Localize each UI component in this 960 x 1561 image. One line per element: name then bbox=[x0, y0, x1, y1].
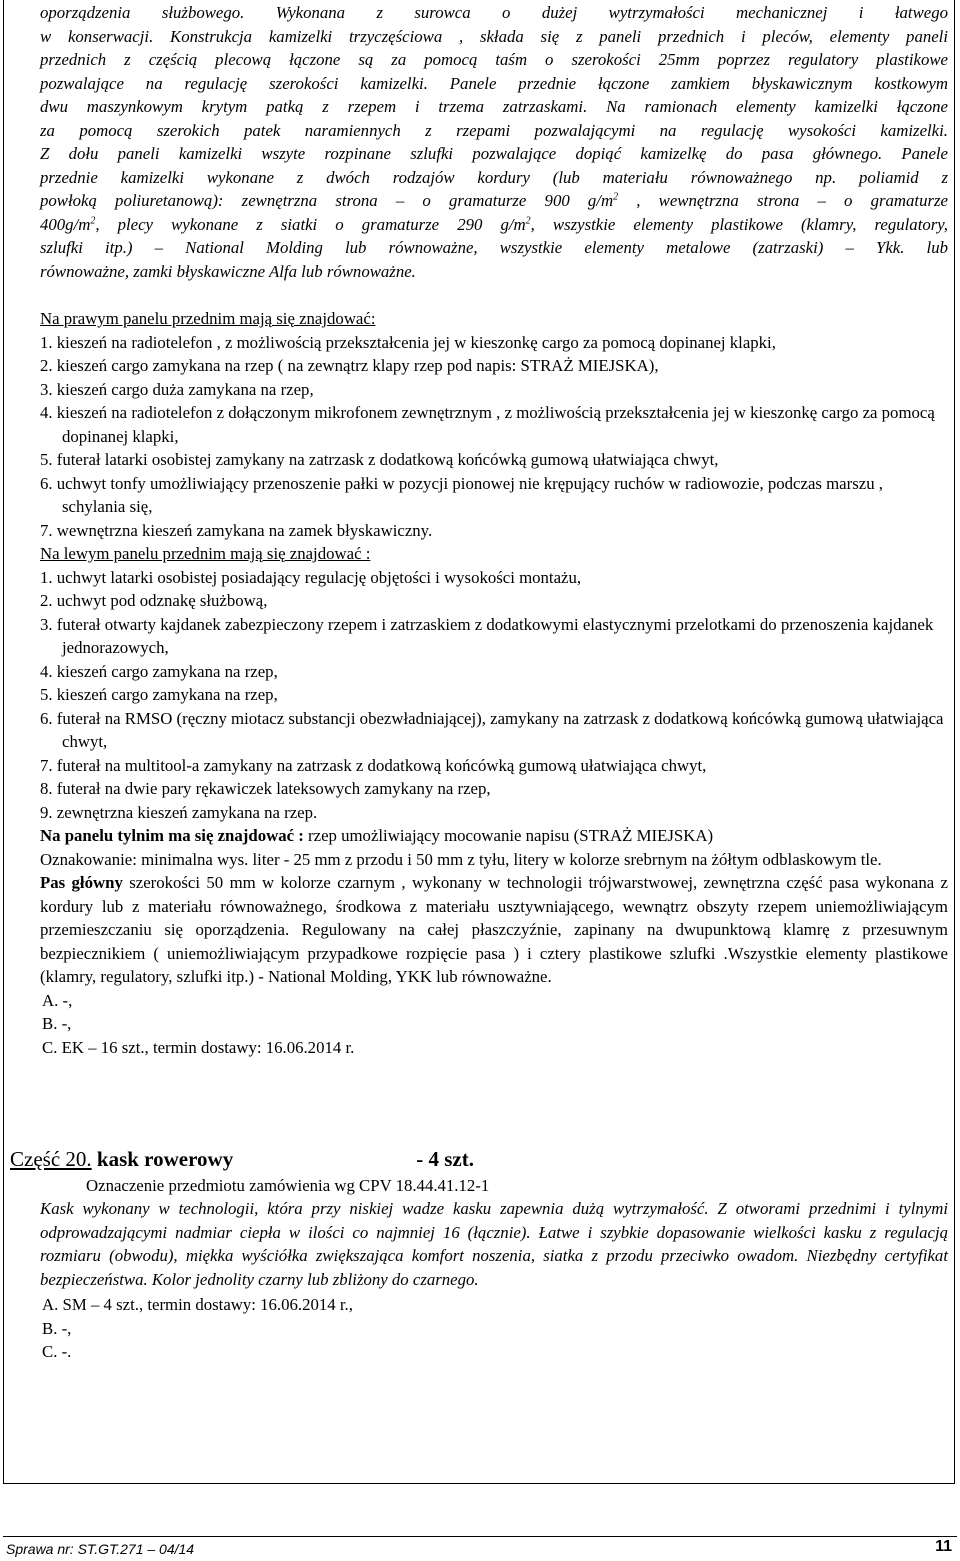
list-item: 3. futerał otwarty kajdanek zabezpieczony rzepem i zatrzaskiem z dodatkowymi elastycznymi przelotkami do przenoszenia kajdanek jednorazowych, bbox=[40, 614, 934, 657]
cpv-code: Oznaczenie przedmiotu zamówienia wg CPV 18.44.41.12-1 bbox=[86, 1176, 490, 1195]
text-line: oporządzenia służbowego. Wykonana z surowca o dużej wytrzymałości mechanicznej i łatwego bbox=[40, 3, 948, 22]
right-panel-list bbox=[40, 331, 948, 543]
list-item: 7. futerał na multitool-a zamykany na zatrzask z dodatkową końcówką gumową ułatwiająca chwyt, bbox=[40, 755, 707, 775]
part-20-qty: - 4 szt. bbox=[416, 1147, 474, 1171]
left-panel-list bbox=[40, 566, 948, 825]
list-item: 4. kieszeń na radiotelefon z dołączonym mikrofonem zewnętrznym , z możliwością przekształcenia jej w kieszonkę cargo za pomocą dopinanej klapki, bbox=[40, 403, 935, 446]
text-line: dwu maszynkowym krytym patką z rzepem i trzema zatrzaskami. Na ramionach elementy kamizelki łączone bbox=[40, 97, 948, 116]
belt-paragraph bbox=[40, 871, 948, 989]
list-item: B. -, bbox=[42, 1318, 72, 1338]
text-line: pozwalające na regulację szerokości kamizelki. Panele przednie łączone zamkiem błyskawicznym kostkowym bbox=[40, 73, 948, 93]
list-item: 2. kieszeń cargo zamykana na rzep ( na zewnątrz klapy rzep pod napis: STRAŻ MIEJSKA), bbox=[40, 356, 659, 375]
text-line: powłoką poliuretanową): zewnętrzna strona – o gramaturze 900 $g/m^2$ , wewnętrzna strona – o gramaturze bbox=[40, 191, 948, 210]
list-item: 2. uchwyt pod odznakę służbową, bbox=[40, 591, 268, 610]
marking-text: Oznakowanie: minimalna wys. liter - 25 mm z przodu i 50 mm z tyłu, litery w kolorze srebrnym na żółtym odblaskowym tle. bbox=[40, 849, 882, 869]
list-item: 3. kieszeń cargo duża zamykana na rzep, bbox=[40, 379, 314, 399]
list-item: 5. futerał latarki osobistej zamykany na zatrzask z dodatkową końcówką gumową ułatwiająca chwyt, bbox=[40, 450, 719, 469]
back-panel-text: rzep umożliwiający mocowanie napisu (STRAŻ MIEJSKA) bbox=[303, 826, 714, 845]
vest-specification-paragraph bbox=[40, 1, 948, 283]
part-20-title: kask rowerowy bbox=[91, 1147, 234, 1171]
list-item: 1. uchwyt latarki osobistej posiadający regulację objętości i wysokości montażu, bbox=[40, 567, 582, 587]
belt-lead: Pas główny bbox=[40, 873, 123, 892]
list-item: 7. wewnętrzna kieszeń zamykana na zamek błyskawiczny. bbox=[40, 520, 433, 540]
list-item: 1. kieszeń na radiotelefon , z możliwością przekształcenia jej w kieszonkę cargo za pomocą dopinanej klapki, bbox=[40, 332, 776, 352]
part-20-body bbox=[40, 1197, 948, 1364]
list-item: C. -. bbox=[42, 1342, 72, 1361]
text-line: za pomocą szerokich patek naramiennych z rzepami pozwalającymi na regulację wysokości kamizelki. bbox=[40, 120, 948, 140]
part-20-delivery-list bbox=[40, 1293, 948, 1364]
left-panel-heading: Na lewym panelu przednim mają się znajdować : bbox=[40, 544, 371, 563]
page-number: 11 bbox=[935, 1538, 952, 1555]
list-item: 5. kieszeń cargo zamykana na rzep, bbox=[40, 685, 278, 704]
list-item: 6. futerał na RMSO (ręczny miotacz substancji obezwładniającej), zamykany na zatrzask z dodatkową końcówką gumową ułatwiająca chwyt, bbox=[40, 708, 944, 751]
right-panel-heading: Na prawym panelu przednim mają się znajdować: bbox=[40, 309, 376, 328]
list-item: 6. uchwyt tonfy umożliwiający przenoszenie pałki w pozycji pionowej nie krępujący ruchów w radiowozie, podczas marszu , schylania się, bbox=[40, 473, 883, 516]
text-line: szlufki itp.) – National Molding lub równoważne, wszystkie elementy metalowe (zatrzaski) – Ykk. lub bbox=[40, 238, 948, 257]
belt-text: szerokości 50 mm w kolorze czarnym , wykonany w technologii trójwarstwowej, zewnętrzna część pasa wykonana z kordury lub z materiału równoważnego, środkowa z materiału usztywniającego, wewnątrz obszyty rzepem uniemożliwiającym przemieszczaniu się oporządzenia. Regulowany na całej płaszczyźnie, zapinany na dwupunktową klamrę z przesuwnym bezpiecznikiem ( uniemożliwiającym przypadkowe rozpięcie pasa ) i cztery plastikowe szlufki .Wszystkie elementy plastikowe (klamry, regulatory, szlufki itp.) - National Molding, YKK lub równoważne. bbox=[40, 873, 949, 986]
list-item: 9. zewnętrzna kieszeń zamykana na rzep. bbox=[40, 802, 318, 822]
delivery-list bbox=[40, 989, 948, 1060]
part-20-heading bbox=[10, 1147, 474, 1172]
text-line: równoważne, zamki błyskawiczne Alfa lub równoważne. bbox=[40, 261, 416, 281]
list-item: B. -, bbox=[42, 1014, 72, 1033]
list-item: 8. futerał na dwie pary rękawiczek lateksowych zamykany na rzep, bbox=[40, 779, 491, 798]
helmet-description: Kask wykonany w technologii, która przy niskiej wadze kasku zapewnia dużą wytrzymałość. Z otworami przednimi i tylnymi odprowadzającymi nadmiar ciepła w ilości co najmniej 16 (łącznie). Łatwe i szybkie dopasowanie wielkości kasku z regulacją rozmiaru (obwodu), miękka wyściółka zwiększająca komfort noszenia, siatka z przodu przeciwko owadom. Niezbędny certyfikat bezpieczeństwa. Kolor jednolity czarny lub zbliżony do czarnego. bbox=[40, 1199, 948, 1289]
case-number: Sprawa nr: ST.GT.271 – 04/14 bbox=[6, 1541, 195, 1557]
list-item: C. EK – 16 szt., termin dostawy: 16.06.2014 r. bbox=[42, 1037, 355, 1057]
text-line: Z dołu paneli kamizelki wszyte rozpinane szlufki pozwalające dopiąć kamizelkę do pasa głównego. Panele bbox=[40, 144, 948, 163]
text-line: przednie kamizelki wykonane z dwóch rodzajów kordury (lub materiału równoważnego np. poliamid z bbox=[40, 167, 948, 187]
list-item: A. SM – 4 szt., termin dostawy: 16.06.2014 r., bbox=[42, 1295, 353, 1314]
document-body bbox=[40, 0, 948, 1059]
footer-divider bbox=[3, 1536, 957, 1537]
text-line: przednich z częścią plecową łączone są za pomocą taśm o szerokości 25mm poprzez regulatory plastikowe bbox=[40, 50, 948, 69]
back-panel-heading: Na panelu tylnim ma się znajdować : bbox=[40, 826, 304, 845]
list-item: 4. kieszeń cargo zamykana na rzep, bbox=[40, 661, 278, 681]
part-20-label: Część 20. bbox=[10, 1147, 92, 1171]
back-panel-line bbox=[40, 824, 948, 848]
text-line: w konserwacji. Konstrukcja kamizelki trzyczęściowa , składa się z paneli przednich i pleców, elementy paneli bbox=[40, 26, 948, 46]
text-line: $400g/m^2$, plecy wykonane z siatki o gramaturze 290 $g/m^2$, wszystkie elementy plastikowe (klamry, regulatory, bbox=[40, 214, 948, 234]
list-item: A. -, bbox=[42, 990, 73, 1010]
